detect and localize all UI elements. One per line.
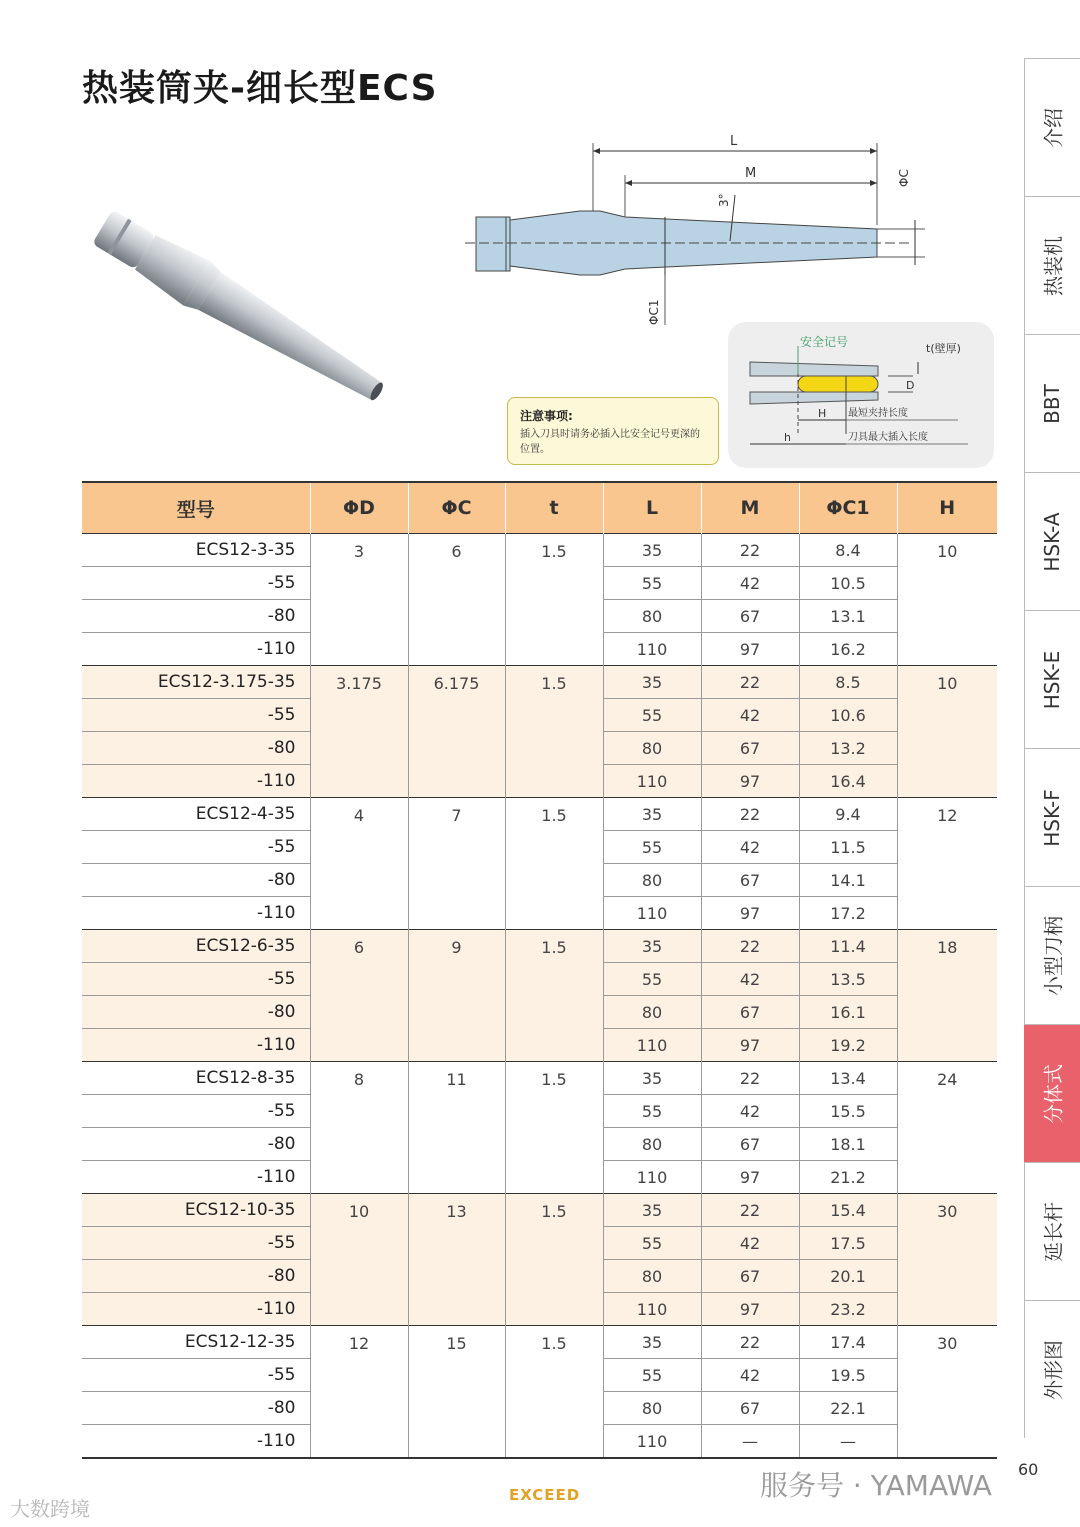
model-cell: -110 (82, 1029, 310, 1062)
header-M: M (701, 482, 799, 534)
cell-L: 35 (603, 666, 701, 699)
safety-mark-label: 安全记号 (800, 335, 849, 349)
cell-L: 110 (603, 1161, 701, 1194)
side-tab-label: HSK-F (1040, 789, 1064, 847)
cell-C1: — (799, 1425, 897, 1459)
watermark-left: 大数跨境 (10, 1497, 90, 1521)
header-D: ΦD (310, 482, 408, 534)
model-cell: -55 (82, 1227, 310, 1260)
model-cell: -55 (82, 831, 310, 864)
cell-C: 6.175 (408, 666, 505, 798)
model-cell: -110 (82, 633, 310, 666)
model-cell: -80 (82, 1392, 310, 1425)
side-tab-label: HSK-A (1040, 512, 1064, 572)
side-tab-label: 介绍 (1041, 108, 1066, 148)
cell-M: 67 (701, 864, 799, 897)
cell-H: 10 (897, 666, 997, 798)
cell-H: 30 (897, 1326, 997, 1459)
header-C: ΦC (408, 482, 505, 534)
cell-D: 6 (310, 930, 408, 1062)
table-row (82, 798, 997, 831)
cell-M: 22 (701, 798, 799, 831)
side-tab-8[interactable] (1024, 1162, 1080, 1301)
cell-C: 15 (408, 1326, 505, 1459)
cell-C: 13 (408, 1194, 505, 1326)
model-cell: ECS12-4-35 (82, 798, 310, 831)
cell-L: 110 (603, 897, 701, 930)
cell-D: 12 (310, 1326, 408, 1459)
cell-C1: 13.1 (799, 600, 897, 633)
cell-M: 97 (701, 765, 799, 798)
cell-L: 55 (603, 963, 701, 996)
cell-M: 42 (701, 567, 799, 600)
cell-M: 22 (701, 930, 799, 963)
model-cell: -55 (82, 567, 310, 600)
cell-L: 35 (603, 1062, 701, 1095)
side-tab-label: BBT (1040, 384, 1064, 424)
cell-M: 22 (701, 1062, 799, 1095)
cell-t: 1.5 (505, 1194, 603, 1326)
model-cell: -110 (82, 897, 310, 930)
cell-L: 55 (603, 831, 701, 864)
cell-M: 22 (701, 666, 799, 699)
side-tab-label: 外形图 (1041, 1340, 1066, 1400)
cell-L: 55 (603, 1227, 701, 1260)
side-tab-label: 小型刀柄 (1041, 916, 1066, 996)
table-header-row (82, 482, 997, 534)
cell-C: 9 (408, 930, 505, 1062)
label-phiC1: ΦC1 (647, 299, 661, 325)
cell-C1: 19.2 (799, 1029, 897, 1062)
table-row (82, 1194, 997, 1227)
side-tab-7[interactable] (1024, 1024, 1080, 1163)
cell-L: 80 (603, 732, 701, 765)
cell-D: 3.175 (310, 666, 408, 798)
header-model: 型号 (82, 482, 310, 534)
cell-L: 80 (603, 1392, 701, 1425)
cell-L: 110 (603, 1425, 701, 1459)
brand-logo: EXCEED (509, 1486, 581, 1504)
cell-C1: 10.6 (799, 699, 897, 732)
cell-C1: 8.5 (799, 666, 897, 699)
side-tab-2[interactable] (1024, 334, 1080, 473)
cell-M: 67 (701, 1128, 799, 1161)
cell-t: 1.5 (505, 1062, 603, 1194)
cell-C1: 9.4 (799, 798, 897, 831)
header-C1: ΦC1 (799, 482, 897, 534)
cell-L: 35 (603, 930, 701, 963)
cell-D: 10 (310, 1194, 408, 1326)
cell-L: 35 (603, 1194, 701, 1227)
model-cell: ECS12-10-35 (82, 1194, 310, 1227)
cell-M: 42 (701, 831, 799, 864)
model-cell: -55 (82, 1359, 310, 1392)
min-clamp-label: 最短夹持长度 (848, 408, 908, 419)
cell-H: 30 (897, 1194, 997, 1326)
model-cell: -55 (82, 963, 310, 996)
cell-L: 55 (603, 1359, 701, 1392)
dimension-drawing (460, 125, 930, 335)
max-insert-label: 刀具最大插入长度 (848, 432, 928, 443)
cell-L: 55 (603, 567, 701, 600)
cell-C: 11 (408, 1062, 505, 1194)
cell-M: 42 (701, 1227, 799, 1260)
side-tab-4[interactable] (1024, 610, 1080, 749)
cell-C1: 11.5 (799, 831, 897, 864)
cell-L: 80 (603, 1128, 701, 1161)
model-cell: -80 (82, 864, 310, 897)
diameter-label: D (906, 379, 915, 392)
side-tab-9[interactable] (1024, 1300, 1080, 1439)
table-row (82, 1062, 997, 1095)
cell-C1: 17.2 (799, 897, 897, 930)
cell-L: 35 (603, 534, 701, 567)
model-cell: -80 (82, 1128, 310, 1161)
notice-title: 注意事项: (520, 409, 573, 423)
cell-t: 1.5 (505, 930, 603, 1062)
cell-L: 110 (603, 1293, 701, 1326)
cell-D: 4 (310, 798, 408, 930)
side-tab-label: 延长杆 (1041, 1202, 1066, 1262)
cell-C1: 17.4 (799, 1326, 897, 1359)
cell-C1: 23.2 (799, 1293, 897, 1326)
cell-M: 22 (701, 1326, 799, 1359)
cell-M: 42 (701, 1095, 799, 1128)
side-tab-label: 分体式 (1041, 1064, 1066, 1124)
table-row (82, 1326, 997, 1359)
watermark-right: 服务号 · YAMAWA (760, 1469, 992, 1502)
side-tab-0[interactable] (1024, 58, 1080, 197)
cell-C: 6 (408, 534, 505, 666)
cell-M: 22 (701, 1194, 799, 1227)
page-number: 60 (1018, 1460, 1039, 1479)
collet-product-image (92, 200, 432, 420)
model-cell: -80 (82, 600, 310, 633)
cell-M: 67 (701, 1392, 799, 1425)
cell-M: 67 (701, 996, 799, 1029)
side-tab-label: 热装机 (1041, 236, 1066, 296)
cell-L: 35 (603, 1326, 701, 1359)
cell-M: 97 (701, 1029, 799, 1062)
cell-C1: 11.4 (799, 930, 897, 963)
cell-C1: 19.5 (799, 1359, 897, 1392)
cell-L: 80 (603, 864, 701, 897)
cell-L: 110 (603, 633, 701, 666)
table-row (82, 534, 997, 567)
label-M: M (745, 166, 757, 181)
model-cell: -80 (82, 996, 310, 1029)
model-cell: -110 (82, 1293, 310, 1326)
side-tab-6[interactable] (1024, 886, 1080, 1025)
cell-L: 110 (603, 765, 701, 798)
model-cell: ECS12-6-35 (82, 930, 310, 963)
cell-D: 3 (310, 534, 408, 666)
side-tab-5[interactable] (1024, 748, 1080, 887)
model-cell: -55 (82, 1095, 310, 1128)
notice-body: 插入刀具时请务必插入比安全记号更深的位置。 (520, 429, 700, 455)
cell-C1: 10.5 (799, 567, 897, 600)
model-cell: -110 (82, 1425, 310, 1459)
header-H: H (897, 482, 997, 534)
cell-C1: 22.1 (799, 1392, 897, 1425)
model-cell: -110 (82, 765, 310, 798)
cell-C1: 13.2 (799, 732, 897, 765)
cell-M: 42 (701, 1359, 799, 1392)
table-row (82, 930, 997, 963)
model-cell: -80 (82, 732, 310, 765)
label-L: L (730, 134, 738, 149)
cell-L: 55 (603, 699, 701, 732)
cell-M: 67 (701, 732, 799, 765)
cell-C1: 17.5 (799, 1227, 897, 1260)
model-cell: -80 (82, 1260, 310, 1293)
cell-L: 80 (603, 996, 701, 1029)
cell-L: 55 (603, 1095, 701, 1128)
cell-M: 22 (701, 534, 799, 567)
wall-thickness-label: t(壁厚) (926, 342, 961, 355)
model-cell: ECS12-3-35 (82, 534, 310, 567)
cell-M: 97 (701, 1293, 799, 1326)
cell-L: 80 (603, 600, 701, 633)
cell-M: 42 (701, 699, 799, 732)
cell-C1: 15.4 (799, 1194, 897, 1227)
cell-L: 35 (603, 798, 701, 831)
cell-C1: 13.5 (799, 963, 897, 996)
cell-L: 110 (603, 1029, 701, 1062)
cell-L: 80 (603, 1260, 701, 1293)
side-tab-1[interactable] (1024, 196, 1080, 335)
cell-M: 67 (701, 1260, 799, 1293)
model-cell: ECS12-12-35 (82, 1326, 310, 1359)
cell-H: 10 (897, 534, 997, 666)
spec-table (82, 481, 997, 1459)
cell-H: 12 (897, 798, 997, 930)
cell-t: 1.5 (505, 798, 603, 930)
notice-box (507, 397, 719, 465)
cell-H: 18 (897, 930, 997, 1062)
page-title: 热装筒夹-细长型ECS (82, 68, 438, 109)
cell-C1: 16.1 (799, 996, 897, 1029)
header-t: t (505, 482, 603, 534)
cell-t: 1.5 (505, 666, 603, 798)
cell-C1: 18.1 (799, 1128, 897, 1161)
h-label: h (784, 431, 791, 444)
cell-t: 1.5 (505, 1326, 603, 1459)
cell-C1: 16.2 (799, 633, 897, 666)
insertion-detail-drawing (728, 322, 994, 468)
cell-t: 1.5 (505, 534, 603, 666)
insertion-detail-panel (728, 322, 994, 468)
cell-C1: 15.5 (799, 1095, 897, 1128)
model-cell: ECS12-8-35 (82, 1062, 310, 1095)
table-row (82, 666, 997, 699)
label-phiC: ΦC (897, 169, 911, 187)
side-tabs (1024, 58, 1080, 1438)
cell-M: 67 (701, 600, 799, 633)
cell-M: — (701, 1425, 799, 1459)
model-cell: ECS12-3.175-35 (82, 666, 310, 699)
cell-D: 8 (310, 1062, 408, 1194)
cell-H: 24 (897, 1062, 997, 1194)
cell-C1: 21.2 (799, 1161, 897, 1194)
model-cell: -110 (82, 1161, 310, 1194)
cell-C: 7 (408, 798, 505, 930)
cell-M: 97 (701, 1161, 799, 1194)
side-tab-label: HSK-E (1040, 650, 1064, 710)
cell-M: 97 (701, 897, 799, 930)
H-label: H (818, 407, 827, 420)
cell-C1: 20.1 (799, 1260, 897, 1293)
side-tab-3[interactable] (1024, 472, 1080, 611)
header-L: L (603, 482, 701, 534)
model-cell: -55 (82, 699, 310, 732)
cell-C1: 13.4 (799, 1062, 897, 1095)
cell-M: 42 (701, 963, 799, 996)
cell-C1: 16.4 (799, 765, 897, 798)
cell-C1: 8.4 (799, 534, 897, 567)
label-angle: 3° (717, 193, 731, 207)
cell-C1: 14.1 (799, 864, 897, 897)
cell-M: 97 (701, 633, 799, 666)
